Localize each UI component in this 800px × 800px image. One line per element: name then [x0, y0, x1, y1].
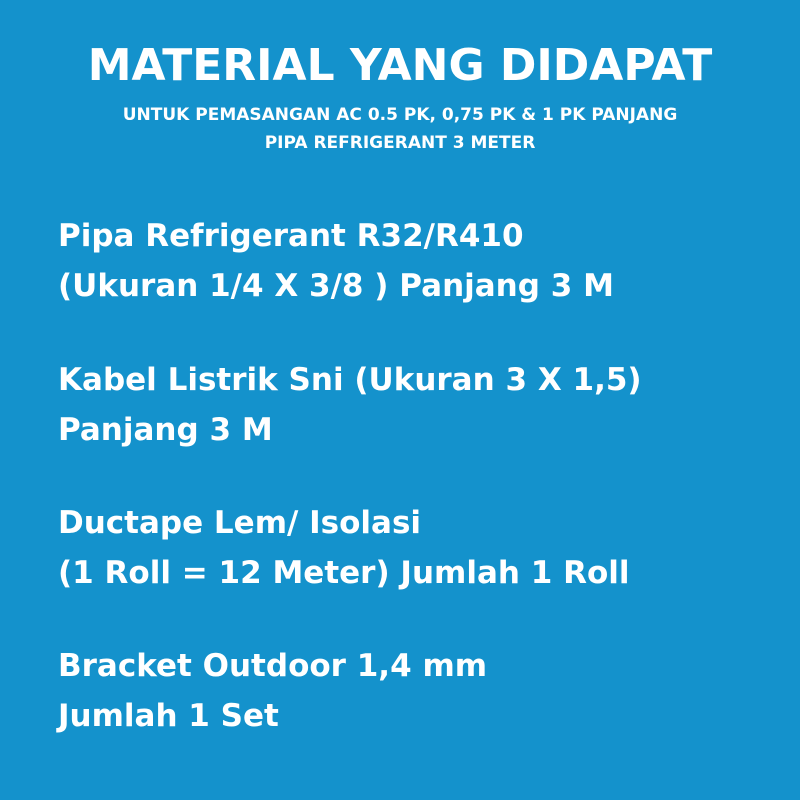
material-item-bracket — [58, 641, 788, 741]
material-item-detail: Panjang 3 M — [58, 412, 273, 448]
material-item-name: Ductape Lem/ Isolasi — [58, 505, 422, 541]
material-item-kabel — [58, 355, 788, 455]
subtitle-line-2: PIPA REFRIGERANT 3 METER — [264, 133, 536, 153]
material-item-name: Kabel Listrik Sni (Ukuran 3 X 1,5) — [58, 362, 642, 398]
material-item-pipa — [58, 211, 788, 311]
material-item-detail: Jumlah 1 Set — [58, 698, 279, 734]
page-title: MATERIAL YANG DIDAPAT — [87, 40, 713, 91]
material-item-detail: (1 Roll = 12 Meter) Jumlah 1 Roll — [58, 555, 630, 591]
material-item-ductape — [58, 498, 788, 598]
material-item-name: Pipa Refrigerant R32/R410 — [58, 218, 524, 254]
material-item-name: Bracket Outdoor 1,4 mm — [58, 648, 488, 684]
material-item-detail: (Ukuran 1/4 X 3/8 ) Panjang 3 M — [58, 268, 614, 304]
subtitle-line-1: UNTUK PEMASANGAN AC 0.5 PK, 0,75 PK & 1 PK PANJANG — [122, 105, 678, 125]
